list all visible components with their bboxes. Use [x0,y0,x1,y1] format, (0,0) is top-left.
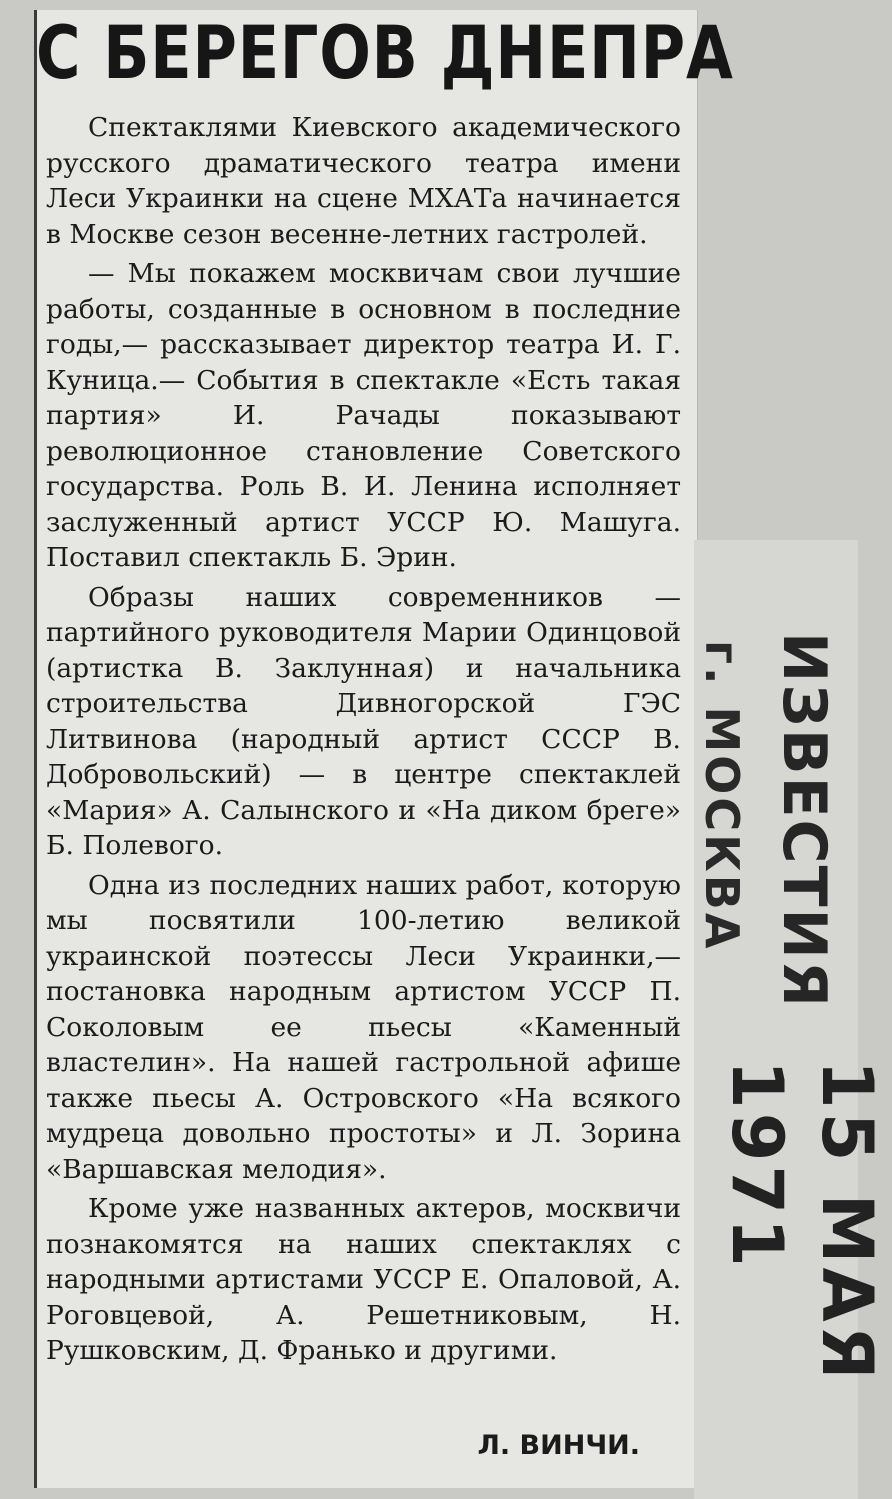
article-paragraph-4: Одна из последних наших работ, которую мы посвятили 100-летию великой украинской поэтессы Леси Украинки,— постановка народным артистом УССР П. Соколовым ее пьесы «Каменный властелин». На нашей гастрольной афише также пьесы А. Островского «На всякого мудреца довольно простоты» и Л. Зорина «Варшавская мелодия». [46,869,681,1185]
stamp-city: г. МОСКВА [695,640,749,952]
article-paragraph-3: Образы наших современников — партийного руководителя Марии Одинцовой (артистка В. Заклунная) и начальника строительства Дивногорской ГЭС Литвинова (народный артист СССР В. Добровольский) — в центре спектаклей «Мария» А. Салынского и «На диком бреге» Б. Полевого. [46,581,681,861]
article-byline: Л. ВИНЧИ. [477,1430,640,1461]
article-headline: С БЕРЕГОВ ДНЕПРА [36,11,734,96]
stamp-date: 15 МАЯ 1971 [716,1060,888,1384]
article-body [46,110,681,1373]
article-paragraph-5: Кроме уже названных актеров, москвичи познакомятся на наших спектаклях с народными артистами УССР Е. Опаловой, А. Роговцевой, А. Решетниковым, Н. Рушковским, Д. Франько и другими. [46,1193,681,1366]
article-paragraph-1: Спектаклями Киевского академического русского драматического театра имени Леси Украинки на сцене МХАТа начинается в Москве сезон весенне-летних гастролей. [46,112,681,250]
article-paragraph-2: — Мы покажем москвичам свои лучшие работы, созданные в основном в последние годы,— рассказывает директор театра И. Г. Куница.— События в спектакле «Есть такая партия» И. Рачады показывают революционное становление Советского государства. Роль В. И. Ленина исполняет заслуженный артист УССР Ю. Машуга. Поставил спектакль Б. Эрин. [46,258,681,573]
stamp-newspaper-name: ИЗВЕСТИЯ [769,632,839,1009]
